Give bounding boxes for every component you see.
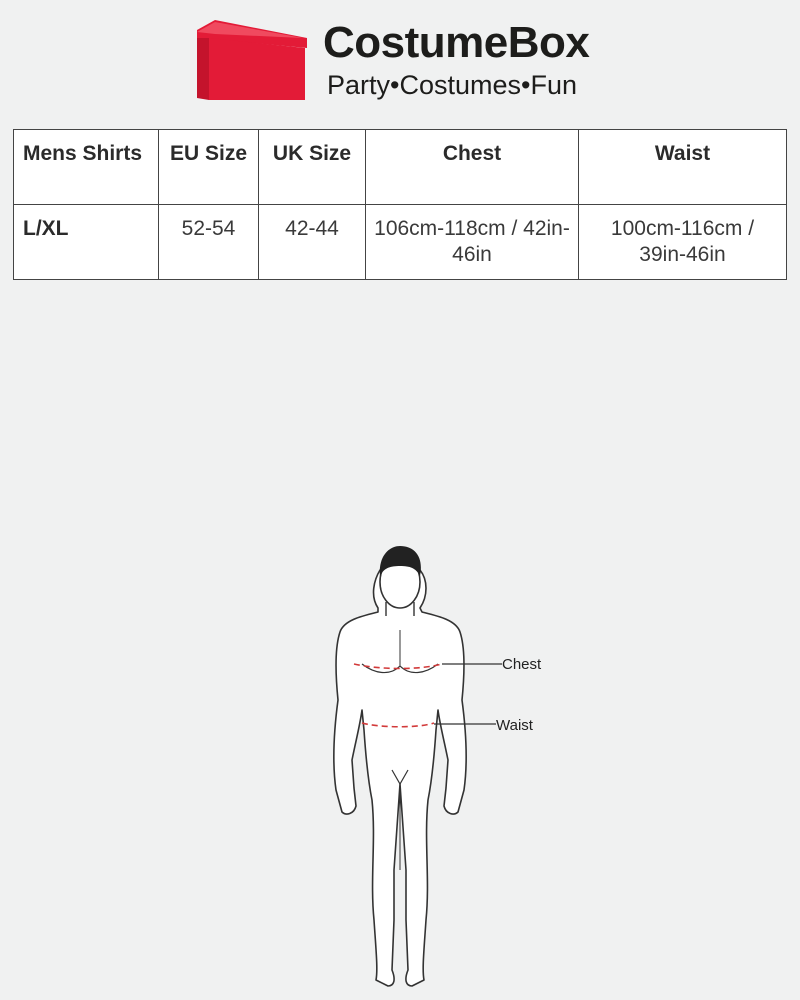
waist-label: Waist [496,717,533,734]
body-measurement-figure [320,540,560,995]
table-row [14,205,787,280]
size-chart-table [13,129,787,280]
header-chest: Chest [366,130,579,205]
brand-tagline: Party•Costumes•Fun [327,70,577,100]
table-header-row [14,130,787,205]
cell-eu-size: 52-54 [159,205,259,280]
header-mens-shirts: Mens Shirts [14,130,159,205]
cell-chest: 106cm-118cm / 42in-46in [366,205,579,280]
costumebox-logo [195,18,615,104]
cell-waist: 100cm-116cm / 39in-46in [579,205,787,280]
cell-uk-size: 42-44 [259,205,366,280]
chest-label: Chest [502,656,542,673]
header-eu-size: EU Size [159,130,259,205]
brand-name: CostumeBox [323,18,590,67]
header-uk-size: UK Size [259,130,366,205]
header-waist: Waist [579,130,787,205]
cell-size: L/XL [14,205,159,280]
box-logo-icon [195,18,307,102]
